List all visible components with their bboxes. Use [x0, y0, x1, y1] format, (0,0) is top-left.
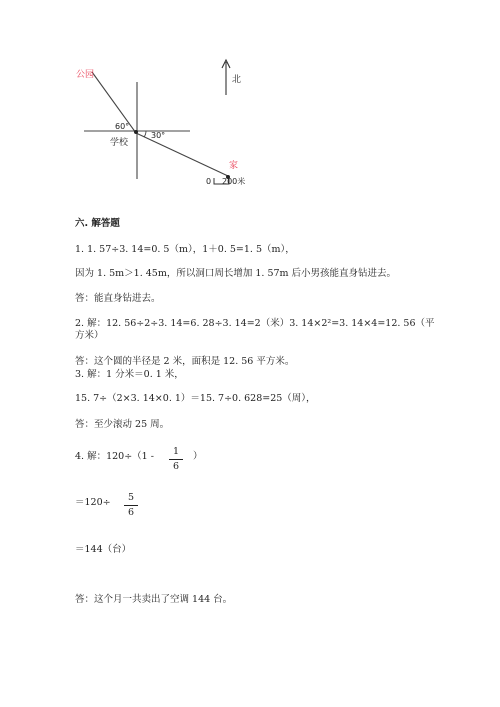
q2-answer: 答：这个圆的半径是 2 米，面积是 12. 56 平方米。: [75, 356, 295, 367]
location-diagram: [0, 0, 500, 200]
angle-label-30: 30°: [151, 131, 166, 140]
fraction-bar: [124, 505, 138, 506]
park-to-school-line: [92, 72, 136, 133]
fraction-bar: [169, 459, 183, 460]
q1-line1: 1. 1. 57÷3. 14=0. 5（m），1＋0. 5=1. 5（m），: [75, 244, 295, 255]
q3-line2: 15. 7÷（2×3. 14×0. 1）＝15. 7÷0. 628=25（周），: [75, 393, 316, 404]
north-label: 北: [232, 75, 242, 85]
home-label: 家: [229, 161, 239, 171]
q4-answer: 答：这个月一共卖出了空调 144 台。: [75, 594, 233, 605]
fraction-one-sixth: [169, 446, 183, 473]
section-title: 六. 解答题: [75, 218, 120, 229]
school-label: 学校: [110, 138, 129, 148]
q1-answer: 答：能直身钻进去。: [75, 293, 161, 304]
angle-arc: [144, 131, 146, 137]
q3-answer: 答：至少滚动 25 周。: [75, 419, 170, 430]
q2-line1: 2. 解：12. 56÷2÷3. 14=6. 28÷3. 14=2（米）3. 14×2²=3. 14×4=12. 56（平方米）: [75, 318, 435, 341]
fraction-five-sixths: [124, 492, 138, 519]
q4-line1-prefix: 4. 解：120÷（1 -: [75, 451, 154, 462]
school-point: [134, 130, 138, 134]
scale-zero-label: 0: [206, 177, 212, 186]
q1-line2: 因为 1. 5m＞1. 45m，所以洞口周长增加 1. 57m 后小男孩能直身钻进去。: [75, 268, 397, 279]
q4-line2-prefix: ＝120÷: [75, 497, 111, 508]
school-to-home-line: [136, 133, 228, 176]
q4-line3: ＝144（台）: [75, 544, 132, 555]
fraction-numerator: 5: [127, 492, 135, 503]
fraction-numerator: 1: [172, 446, 180, 457]
park-label: 公园: [76, 70, 95, 80]
angle-label-60: 60°: [115, 122, 130, 131]
fraction-denominator: 6: [127, 507, 135, 518]
fraction-denominator: 6: [172, 461, 180, 472]
q3-line1: 3. 解：1 分米＝0. 1 米，: [75, 369, 184, 380]
q4-line1-suffix: ）: [193, 451, 203, 462]
scale-unit-label: 200米: [222, 177, 246, 186]
